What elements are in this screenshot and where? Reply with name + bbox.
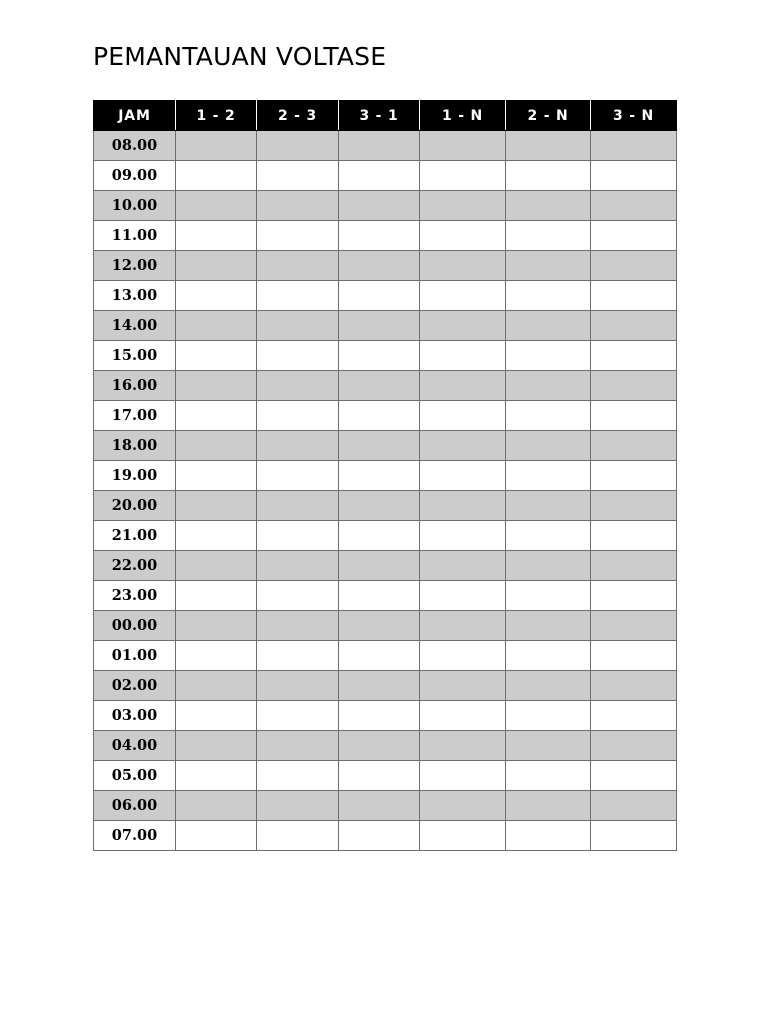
voltage-cell-3-n <box>591 161 677 191</box>
table-row <box>94 281 677 311</box>
time-cell: 23.00 <box>94 581 176 611</box>
time-cell: 14.00 <box>94 311 176 341</box>
table-row <box>94 641 677 671</box>
voltage-cell-3-1 <box>339 461 420 491</box>
voltage-cell-2-3 <box>257 611 339 641</box>
voltage-cell-1-n <box>420 281 506 311</box>
voltage-cell-2-3 <box>257 701 339 731</box>
voltage-cell-3-1 <box>339 551 420 581</box>
voltage-cell-3-n <box>591 341 677 371</box>
voltage-cell-1-n <box>420 401 506 431</box>
time-cell: 02.00 <box>94 671 176 701</box>
voltage-cell-1-n <box>420 791 506 821</box>
voltage-cell-2-n <box>506 221 591 251</box>
voltage-cell-1-n <box>420 251 506 281</box>
voltage-cell-2-n <box>506 191 591 221</box>
voltage-cell-3-n <box>591 191 677 221</box>
table-row <box>94 821 677 851</box>
table-row <box>94 311 677 341</box>
voltage-cell-3-n <box>591 701 677 731</box>
voltage-cell-3-n <box>591 131 677 161</box>
voltage-cell-3-n <box>591 731 677 761</box>
voltage-monitoring-table <box>93 100 677 851</box>
table-row <box>94 401 677 431</box>
time-cell: 21.00 <box>94 521 176 551</box>
voltage-cell-3-1 <box>339 371 420 401</box>
voltage-cell-2-n <box>506 521 591 551</box>
voltage-cell-3-n <box>591 461 677 491</box>
voltage-cell-3-1 <box>339 401 420 431</box>
voltage-cell-2-3 <box>257 251 339 281</box>
voltage-cell-2-n <box>506 161 591 191</box>
table-row <box>94 161 677 191</box>
voltage-cell-2-n <box>506 461 591 491</box>
voltage-cell-2-n <box>506 551 591 581</box>
voltage-cell-3-1 <box>339 221 420 251</box>
voltage-cell-2-3 <box>257 581 339 611</box>
voltage-cell-3-n <box>591 551 677 581</box>
voltage-cell-3-1 <box>339 161 420 191</box>
voltage-cell-1-2 <box>176 341 257 371</box>
voltage-cell-1-n <box>420 731 506 761</box>
voltage-cell-3-1 <box>339 761 420 791</box>
voltage-cell-2-3 <box>257 761 339 791</box>
voltage-cell-2-3 <box>257 731 339 761</box>
voltage-cell-3-1 <box>339 581 420 611</box>
voltage-cell-1-2 <box>176 521 257 551</box>
table-row <box>94 221 677 251</box>
voltage-cell-2-3 <box>257 551 339 581</box>
voltage-cell-1-2 <box>176 761 257 791</box>
time-cell: 09.00 <box>94 161 176 191</box>
voltage-cell-2-3 <box>257 461 339 491</box>
voltage-cell-2-n <box>506 491 591 521</box>
time-cell: 13.00 <box>94 281 176 311</box>
voltage-cell-3-1 <box>339 341 420 371</box>
column-header-1-n: 1 - N <box>420 101 506 131</box>
voltage-cell-2-3 <box>257 401 339 431</box>
table-row <box>94 671 677 701</box>
column-header-1-2: 1 - 2 <box>176 101 257 131</box>
time-cell: 12.00 <box>94 251 176 281</box>
column-header-3-n: 3 - N <box>591 101 677 131</box>
voltage-cell-1-2 <box>176 791 257 821</box>
table-row <box>94 551 677 581</box>
table-row <box>94 461 677 491</box>
table-row <box>94 731 677 761</box>
voltage-cell-1-2 <box>176 191 257 221</box>
voltage-cell-3-1 <box>339 641 420 671</box>
voltage-cell-2-3 <box>257 641 339 671</box>
time-cell: 17.00 <box>94 401 176 431</box>
voltage-cell-1-2 <box>176 821 257 851</box>
voltage-cell-2-n <box>506 311 591 341</box>
voltage-cell-3-n <box>591 251 677 281</box>
voltage-cell-1-2 <box>176 551 257 581</box>
voltage-cell-1-n <box>420 341 506 371</box>
voltage-cell-1-n <box>420 131 506 161</box>
voltage-cell-3-n <box>591 821 677 851</box>
time-cell: 18.00 <box>94 431 176 461</box>
voltage-cell-3-n <box>591 491 677 521</box>
voltage-cell-3-n <box>591 431 677 461</box>
voltage-cell-3-1 <box>339 251 420 281</box>
voltage-cell-1-2 <box>176 281 257 311</box>
voltage-cell-3-1 <box>339 611 420 641</box>
time-cell: 10.00 <box>94 191 176 221</box>
voltage-cell-2-n <box>506 671 591 701</box>
voltage-cell-2-n <box>506 431 591 461</box>
voltage-cell-1-2 <box>176 251 257 281</box>
voltage-cell-1-2 <box>176 731 257 761</box>
table-row <box>94 581 677 611</box>
voltage-cell-1-n <box>420 461 506 491</box>
time-cell: 04.00 <box>94 731 176 761</box>
voltage-cell-2-3 <box>257 281 339 311</box>
voltage-cell-3-1 <box>339 431 420 461</box>
table-row <box>94 131 677 161</box>
voltage-cell-2-3 <box>257 161 339 191</box>
voltage-cell-1-n <box>420 221 506 251</box>
table-row <box>94 521 677 551</box>
voltage-cell-2-n <box>506 581 591 611</box>
voltage-cell-2-n <box>506 401 591 431</box>
table-row <box>94 611 677 641</box>
voltage-cell-2-3 <box>257 791 339 821</box>
voltage-cell-2-3 <box>257 821 339 851</box>
voltage-cell-2-n <box>506 341 591 371</box>
voltage-cell-2-3 <box>257 131 339 161</box>
voltage-cell-3-1 <box>339 311 420 341</box>
table-row <box>94 341 677 371</box>
voltage-cell-2-3 <box>257 341 339 371</box>
voltage-cell-3-1 <box>339 701 420 731</box>
voltage-cell-1-n <box>420 191 506 221</box>
voltage-cell-2-3 <box>257 191 339 221</box>
voltage-cell-2-3 <box>257 221 339 251</box>
voltage-cell-3-n <box>591 641 677 671</box>
voltage-cell-3-n <box>591 671 677 701</box>
voltage-cell-2-n <box>506 131 591 161</box>
table-row <box>94 431 677 461</box>
time-cell: 15.00 <box>94 341 176 371</box>
voltage-cell-1-2 <box>176 401 257 431</box>
voltage-cell-2-3 <box>257 521 339 551</box>
voltage-cell-2-n <box>506 371 591 401</box>
voltage-cell-2-n <box>506 701 591 731</box>
voltage-cell-3-n <box>591 401 677 431</box>
column-header-2-n: 2 - N <box>506 101 591 131</box>
voltage-cell-1-n <box>420 611 506 641</box>
voltage-cell-1-n <box>420 821 506 851</box>
voltage-cell-1-2 <box>176 491 257 521</box>
voltage-cell-1-2 <box>176 131 257 161</box>
time-cell: 05.00 <box>94 761 176 791</box>
voltage-cell-1-n <box>420 551 506 581</box>
voltage-cell-1-n <box>420 431 506 461</box>
voltage-cell-3-1 <box>339 281 420 311</box>
voltage-cell-3-1 <box>339 491 420 521</box>
time-cell: 22.00 <box>94 551 176 581</box>
voltage-cell-1-n <box>420 581 506 611</box>
column-header-3-1: 3 - 1 <box>339 101 420 131</box>
voltage-cell-3-n <box>591 281 677 311</box>
table-body <box>94 131 677 851</box>
page-title: PEMANTAUAN VOLTASE <box>93 42 387 71</box>
voltage-cell-2-n <box>506 251 591 281</box>
table-row <box>94 191 677 221</box>
voltage-cell-3-n <box>591 371 677 401</box>
voltage-cell-3-1 <box>339 131 420 161</box>
voltage-cell-2-3 <box>257 371 339 401</box>
column-header-2-3: 2 - 3 <box>257 101 339 131</box>
voltage-cell-1-2 <box>176 611 257 641</box>
voltage-cell-1-2 <box>176 581 257 611</box>
voltage-cell-1-2 <box>176 701 257 731</box>
voltage-cell-2-n <box>506 821 591 851</box>
time-cell: 19.00 <box>94 461 176 491</box>
voltage-cell-3-n <box>591 311 677 341</box>
voltage-cell-2-n <box>506 761 591 791</box>
voltage-cell-1-2 <box>176 671 257 701</box>
voltage-cell-1-n <box>420 491 506 521</box>
time-cell: 07.00 <box>94 821 176 851</box>
voltage-cell-1-n <box>420 761 506 791</box>
voltage-cell-1-2 <box>176 161 257 191</box>
voltage-cell-3-n <box>591 521 677 551</box>
table-row <box>94 371 677 401</box>
voltage-cell-1-2 <box>176 431 257 461</box>
voltage-cell-3-1 <box>339 791 420 821</box>
voltage-cell-2-n <box>506 281 591 311</box>
voltage-cell-3-1 <box>339 731 420 761</box>
voltage-cell-2-3 <box>257 491 339 521</box>
voltage-cell-1-n <box>420 701 506 731</box>
column-header-jam: JAM <box>94 101 176 131</box>
table-row <box>94 701 677 731</box>
table-row <box>94 491 677 521</box>
time-cell: 00.00 <box>94 611 176 641</box>
voltage-cell-2-3 <box>257 431 339 461</box>
voltage-cell-2-3 <box>257 311 339 341</box>
time-cell: 16.00 <box>94 371 176 401</box>
voltage-cell-1-2 <box>176 461 257 491</box>
voltage-cell-3-n <box>591 761 677 791</box>
time-cell: 20.00 <box>94 491 176 521</box>
table-row <box>94 761 677 791</box>
voltage-cell-3-1 <box>339 521 420 551</box>
time-cell: 11.00 <box>94 221 176 251</box>
time-cell: 06.00 <box>94 791 176 821</box>
time-cell: 08.00 <box>94 131 176 161</box>
voltage-cell-1-2 <box>176 221 257 251</box>
header-row <box>94 101 677 131</box>
voltage-cell-1-n <box>420 371 506 401</box>
voltage-cell-3-1 <box>339 671 420 701</box>
voltage-cell-1-n <box>420 161 506 191</box>
voltage-cell-3-n <box>591 611 677 641</box>
voltage-cell-1-2 <box>176 371 257 401</box>
voltage-cell-1-n <box>420 671 506 701</box>
voltage-cell-1-n <box>420 521 506 551</box>
table-row <box>94 791 677 821</box>
voltage-cell-2-3 <box>257 671 339 701</box>
table-row <box>94 251 677 281</box>
voltage-cell-1-2 <box>176 311 257 341</box>
voltage-cell-3-n <box>591 791 677 821</box>
voltage-cell-3-n <box>591 221 677 251</box>
time-cell: 03.00 <box>94 701 176 731</box>
voltage-cell-2-n <box>506 611 591 641</box>
voltage-cell-3-1 <box>339 821 420 851</box>
voltage-cell-3-n <box>591 581 677 611</box>
voltage-cell-2-n <box>506 731 591 761</box>
voltage-cell-3-1 <box>339 191 420 221</box>
voltage-cell-1-n <box>420 641 506 671</box>
voltage-cell-1-2 <box>176 641 257 671</box>
time-cell: 01.00 <box>94 641 176 671</box>
voltage-cell-2-n <box>506 791 591 821</box>
voltage-cell-2-n <box>506 641 591 671</box>
voltage-cell-1-n <box>420 311 506 341</box>
